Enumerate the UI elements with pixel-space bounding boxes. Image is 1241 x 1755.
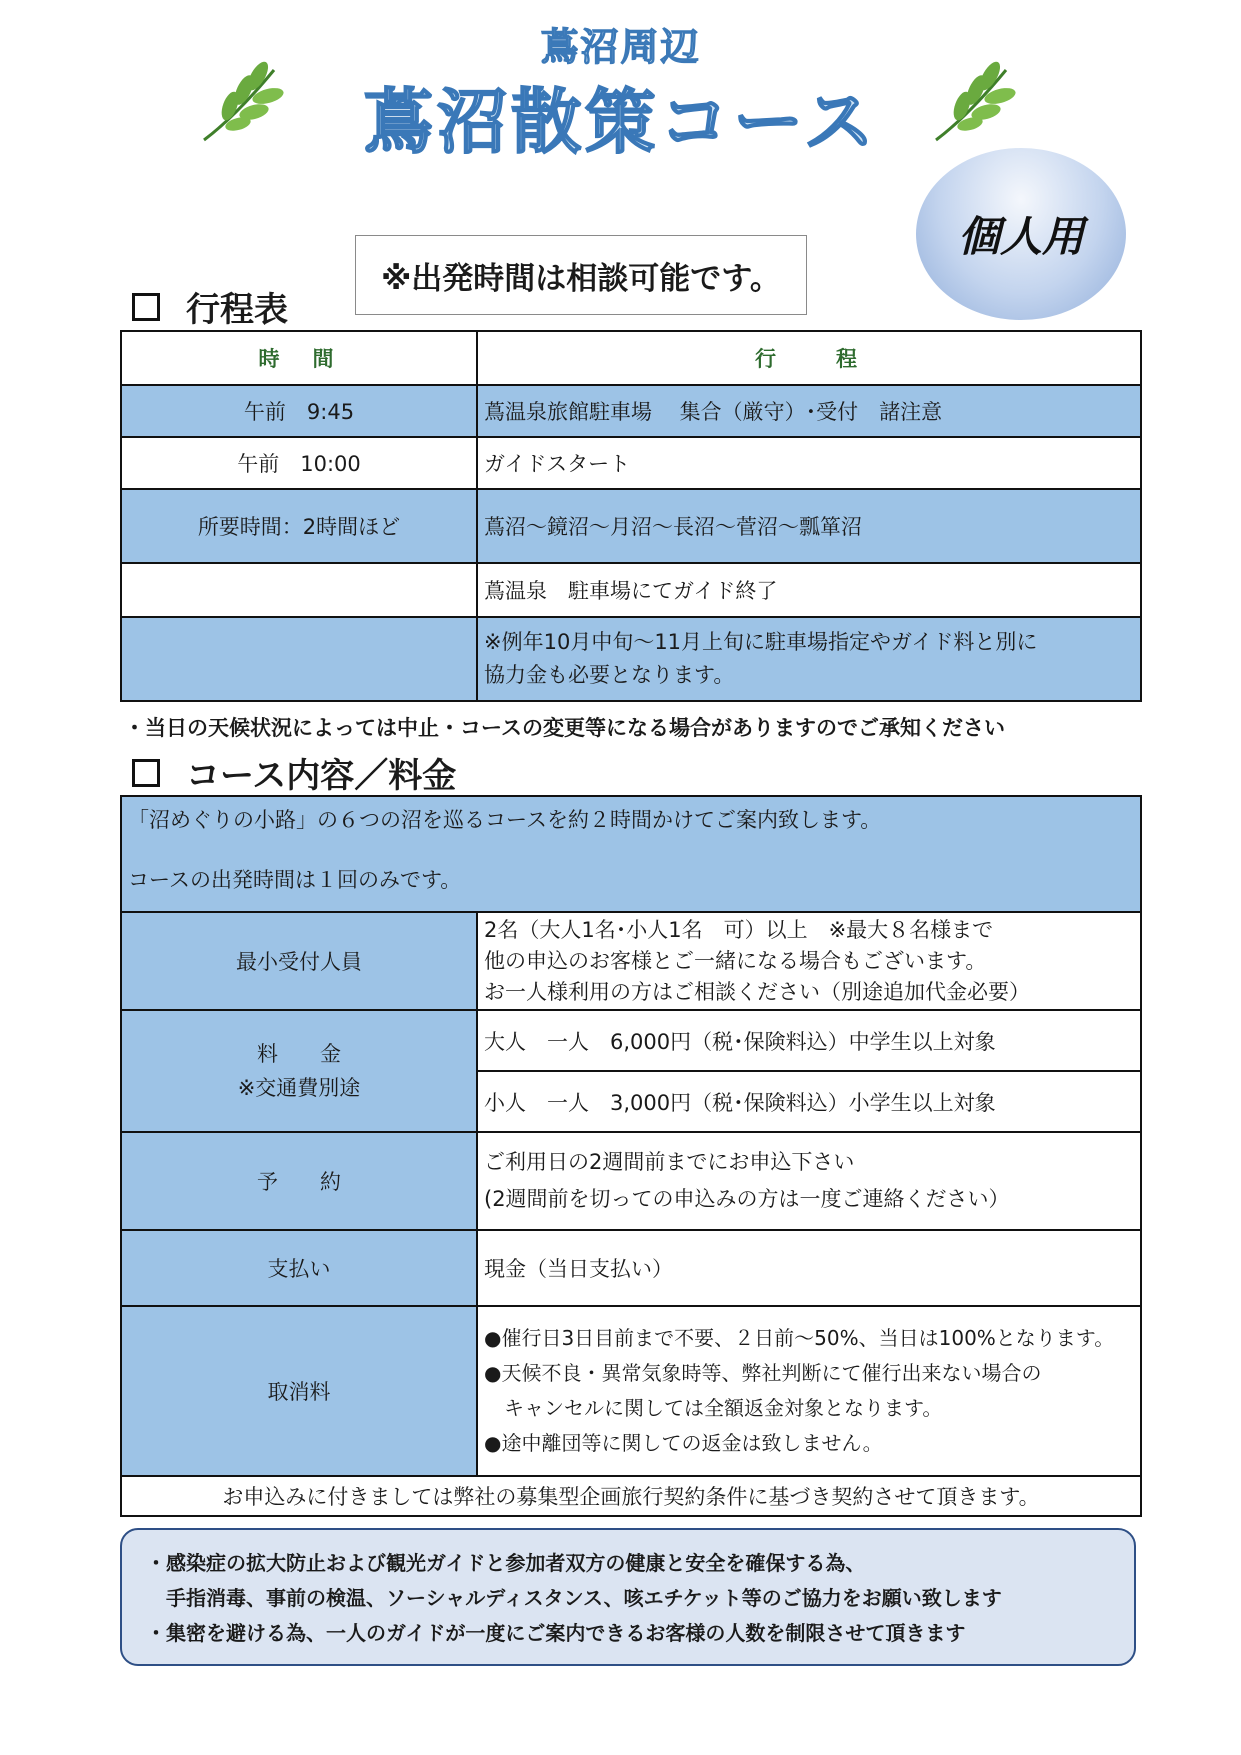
schedule-heading-text: 行程表 — [186, 290, 288, 330]
itinerary-cell: ガイドスタート — [477, 437, 1141, 489]
page-subtitle: 蔦沼周辺 — [540, 25, 701, 69]
cancel-line: ●天候不良・異常気象時等、弊社判断にて催行出来ない場合の — [484, 1361, 1042, 1385]
table-row — [121, 1230, 1141, 1306]
itinerary-line: ※例年10月中旬～11月上旬に駐車場指定やガイド料と別に — [484, 630, 1038, 654]
table-row — [121, 796, 1141, 912]
min-line: 2名（大人1名･小人1名 可）以上 ※最大８名様まで — [484, 917, 994, 942]
col-header-time: 時 間 — [121, 331, 477, 385]
reservation-value — [477, 1132, 1141, 1230]
cancel-line: ●途中離団等に関しての返金は致しません。 — [484, 1431, 883, 1455]
checkbox-square-icon — [132, 293, 160, 321]
course-heading — [132, 748, 456, 797]
min-line: 他の申込のお客様とご一緒になる場合もございます。 — [484, 948, 987, 973]
fee-child: 小人 一人 3,000円（税･保険料込）小学生以上対象 — [477, 1071, 1141, 1132]
schedule-heading — [132, 282, 288, 331]
col-header-itinerary: 行 程 — [477, 331, 1141, 385]
notice-line: ・感染症の拡大防止および観光ガイドと参加者双方の健康と安全を確保する為、 — [146, 1551, 866, 1575]
payment-label: 支払い — [121, 1230, 477, 1306]
itinerary-cell: 蔦沼～鏡沼～月沼～長沼～菅沼～瓢箪沼 — [477, 489, 1141, 563]
payment-value: 現金（当日支払い） — [477, 1230, 1141, 1306]
fee-label — [121, 1010, 477, 1132]
fee-label-text: 料 金 — [257, 1042, 341, 1066]
contract-footer: お申込みに付きましては弊社の募集型企画旅行契約条件に基づき契約させて頂きます。 — [121, 1476, 1141, 1516]
itinerary-line: 協力金も必要となります。 — [484, 663, 735, 687]
cancellation-label: 取消料 — [121, 1306, 477, 1476]
table-row — [121, 437, 1141, 489]
checkbox-square-icon — [132, 759, 160, 787]
table-row — [121, 385, 1141, 437]
cancel-line: ●催行日3日目前まで不要、２日前～50%、当日は100%となります。 — [484, 1326, 1115, 1350]
badge-label: 個人用 — [957, 212, 1084, 261]
min-people-value — [477, 912, 1141, 1010]
time-cell — [121, 563, 477, 617]
infection-notice — [120, 1528, 1136, 1666]
cancel-line: キャンセルに関しては全額返金対象となります。 — [484, 1396, 943, 1420]
table-row — [121, 1306, 1141, 1476]
fee-adult: 大人 一人 6,000円（税･保険料込）中学生以上対象 — [477, 1010, 1141, 1071]
table-row — [121, 1010, 1141, 1071]
table-row — [121, 563, 1141, 617]
table-row — [121, 1476, 1141, 1516]
leaf-icon-left — [196, 56, 286, 146]
time-cell — [121, 617, 477, 701]
course-heading-text: コース内容／料金 — [186, 756, 457, 796]
itinerary-cell: 蔦温泉 駐車場にてガイド終了 — [477, 563, 1141, 617]
intro-line: コースの出発時間は１回のみです。 — [128, 868, 462, 892]
course-table — [120, 795, 1142, 1517]
notice-line: 手指消毒、事前の検温、ソーシャルディスタンス、咳エチケット等のご協力をお願い致します — [146, 1586, 1002, 1610]
time-cell: 所要時間：2時間ほど — [121, 489, 477, 563]
course-intro — [121, 796, 1141, 912]
time-cell: 午前 10:00 — [121, 437, 477, 489]
departure-note: ※出発時間は相談可能です。 — [355, 235, 807, 315]
intro-line: 「沼めぐりの小路」の６つの沼を巡るコースを約２時間かけてご案内致します。 — [128, 808, 882, 832]
time-cell: 午前 9:45 — [121, 385, 477, 437]
cancellation-value — [477, 1306, 1141, 1476]
reservation-label: 予 約 — [121, 1132, 477, 1230]
leaf-icon-right — [928, 56, 1018, 146]
weather-warning: ・当日の天候状況によっては中止・コースの変更等になる場合がありますのでご承知ください — [124, 716, 1005, 740]
table-row — [121, 617, 1141, 701]
min-line: お一人様利用の方はご相談ください（別途追加代金必要） — [484, 979, 1030, 1004]
min-people-label: 最小受付人員 — [121, 912, 477, 1010]
notice-line: ・集密を避ける為、一人のガイドが一度にご案内できるお客様の人数を制限させて頂きます — [146, 1621, 966, 1645]
reserve-line: ご利用日の2週間前までにお申込下さい — [484, 1150, 855, 1174]
personal-use-badge — [916, 148, 1126, 320]
fee-sub-text: ※交通費別途 — [237, 1076, 361, 1100]
itinerary-cell: 蔦温泉旅館駐車場 集合（厳守）･受付 諸注意 — [477, 385, 1141, 437]
schedule-table — [120, 330, 1142, 702]
reserve-line: (2週間前を切っての申込みの方は一度ご連絡ください） — [484, 1187, 1010, 1211]
itinerary-cell — [477, 617, 1141, 701]
table-row — [121, 489, 1141, 563]
table-row — [121, 912, 1141, 1010]
page-title: 蔦沼散策コース — [363, 81, 878, 163]
table-row — [121, 1132, 1141, 1230]
